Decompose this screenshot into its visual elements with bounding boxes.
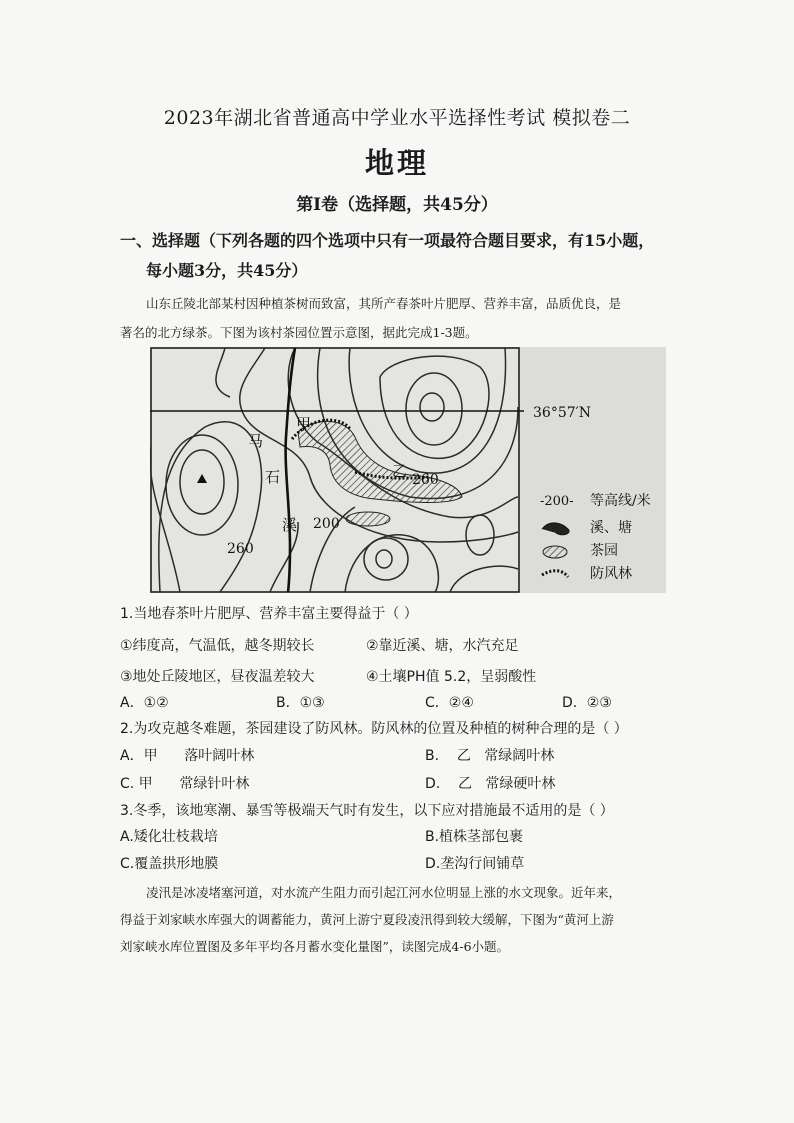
subject-title: 地理 [364, 146, 429, 180]
question-1-stem: 1.当地春茶叶片肥厚、营养丰富主要得益于（ ） [120, 606, 418, 622]
tea-garden-area-small [346, 512, 390, 526]
q3-option-d[interactable]: D.垄沟行间铺草 [425, 856, 525, 872]
legend-symbol-contour: -200- [540, 494, 574, 509]
q3-option-a[interactable]: A.矮化壮枝栽培 [120, 829, 218, 845]
q2-option-c[interactable]: C. 甲 常绿针叶林 [120, 776, 250, 792]
q1-statement-1: ①纬度高，气温低，越冬期较长 [120, 638, 315, 654]
contour-label-260-west: 260 [227, 541, 254, 557]
q1-option-d[interactable]: D．②③ [562, 695, 612, 711]
label-yi: 乙 [392, 462, 408, 480]
latitude-label: 36°57′N [533, 405, 592, 421]
q3-option-b[interactable]: B.植株茎部包裹 [425, 829, 524, 845]
passage1-line2: 著名的北方绿茶。下图为该村茶园位置示意图，据此完成1-3题。 [120, 325, 478, 340]
section-heading-line1: 一、选择题（下列各题的四个选项中只有一项最符合题目要求，有15小题， [120, 231, 655, 250]
legend-icon-tea [543, 546, 567, 558]
q1-option-b[interactable]: B．①③ [276, 695, 325, 711]
q1-option-a[interactable]: A．①② [120, 695, 169, 711]
passage2-line3: 刘家峡水库位置图及多年平均各月蓄水变化量图”，读图完成4-6小题。 [120, 939, 510, 954]
exam-title: 2023年湖北省普通高中学业水平选择性考试 模拟卷二 [163, 107, 631, 129]
contour-label-260-east: 260 [412, 472, 439, 488]
legend-label-windbreak: 防风林 [590, 566, 632, 582]
q1-statement-3: ③地处丘陵地区，昼夜温差较大 [120, 669, 315, 685]
question-3-stem: 3.冬季，该地寒潮、暴雪等极端天气时有发生，以下应对措施最不适用的是（ ） [120, 803, 614, 819]
q2-option-d[interactable]: D. 乙 常绿硬叶林 [425, 776, 556, 792]
tea-garden-map [150, 347, 666, 593]
q1-statement-4: ④土壤PH值 5.2，呈弱酸性 [366, 669, 537, 685]
label-xi: 溪 [282, 516, 298, 534]
legend-label-tea: 茶园 [590, 543, 618, 559]
q1-statement-2: ②靠近溪、塘，水汽充足 [366, 638, 519, 654]
legend-label-contour: 等高线/米 [590, 493, 651, 509]
q1-option-c[interactable]: C．②④ [425, 695, 474, 711]
contour-map-svg [150, 347, 666, 593]
q2-option-b[interactable]: B. 乙 常绿阔叶林 [425, 748, 555, 764]
legend-label-stream: 溪、塘 [590, 520, 632, 536]
contour-label-200: 200 [313, 516, 340, 532]
q3-option-c[interactable]: C.覆盖拱形地膜 [120, 856, 219, 872]
passage1-line1: 山东丘陵北部某村因种植茶树而致富，其所产春茶叶片肥厚、营养丰富，品质优良，是 [146, 296, 622, 311]
q2-option-a[interactable]: A．甲 落叶阔叶林 [120, 748, 255, 764]
passage2-line2: 得益于刘家峡水库强大的调蓄能力，黄河上游宁夏段凌汛得到较大缓解，下图为“黄河上游 [120, 912, 614, 927]
label-jia: 甲 [296, 415, 312, 433]
passage2-line1: 凌汛是冰凌堵塞河道，对水流产生阻力而引起江河水位明显上涨的水文现象。近年来， [146, 885, 622, 900]
label-ma: 马 [248, 432, 264, 450]
label-shi: 石 [265, 468, 281, 486]
part-heading: 第Ⅰ卷（选择题，共45分） [296, 195, 498, 215]
question-2-stem: 2.为攻克越冬难题，茶园建设了防风林。防风林的位置及种植的树种合理的是（ ） [120, 721, 628, 737]
section-heading-line2: 每小题3分，共45分） [146, 261, 308, 280]
